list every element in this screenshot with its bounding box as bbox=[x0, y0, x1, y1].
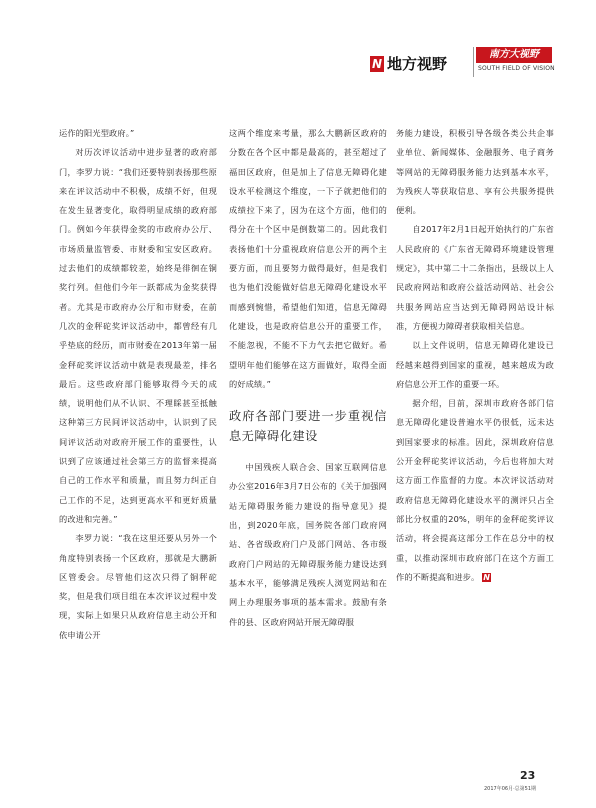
paragraph bbox=[229, 124, 387, 394]
paragraph bbox=[59, 124, 217, 143]
paragraph-text: 李罗力说：“我在这里还要从另外一个角度特别表扬一个区政府，那就是大鹏新区管委会。尽管他们这次只得了铜秤砣奖，但是我们项目组在本次评议过程中发现，实际上如果只从政府信息主动公开和依申请公开 bbox=[59, 533, 217, 640]
text-column-2 bbox=[229, 124, 387, 632]
section-title: 地方视野 bbox=[387, 55, 448, 73]
section-subtitle: SOUTH FIELD OF VISION bbox=[478, 65, 555, 72]
header-divider bbox=[473, 47, 474, 77]
text-column-3 bbox=[396, 124, 554, 587]
paragraph-text: 中国残疾人联合会、国家互联网信息办公室2016年3月7日公布的《关于加强网站无障碍服务能力建设的指导意见》提出，到2020年底，国务院各部门政府网站、各省级政府门户及部门网站、各市级政府门户网站的无障碍服务能力建设达到基本水平，能够满足残疾人浏览网站和在网上办理服务事项的基本需求。鼓励有条件的县、区政府网站开展无障碍服 bbox=[229, 462, 387, 627]
magazine-header bbox=[370, 37, 570, 81]
paragraph bbox=[59, 529, 217, 645]
paragraph-text: 据介绍，目前，深圳市政府各部门信息无障碍化建设普遍水平仍很低，远未达到国家要求的标准。因此，深圳政府信息公开金秤砣奖评议活动，今后也将加大对这方面工作监督的力度。本次评议活动对政府信息无障碍化建设水平的测评只占全部比分权重的20%，明年的金秤砣奖评议活动，将会提高这部分工作在总分中的权重，以推动深圳市政府部门在这个方面工作的不断提高和进步。 bbox=[396, 398, 554, 582]
page-number: 23 bbox=[520, 769, 536, 782]
paragraph-text: 以上文件说明，信息无障碍化建设已经越来越得到国家的重视，越来越成为政府信息公开工作的重要一环。 bbox=[396, 340, 554, 389]
issue-info: 2017年06月·总第51期 bbox=[484, 786, 537, 792]
paragraph bbox=[396, 124, 554, 220]
section-heading: 政府各部门要进一步重视信息无障碍化建设 bbox=[229, 409, 387, 444]
paragraph-text: 自2017年2月1日起开始执行的广东省人民政府的《广东省无障碍环境建设管理规定》，其中第二十二条指出，县级以上人民政府网站和政府公益活动网站、社会公共服务网站应当达到无障碍网站设计标准，方便视力障碍者获取相关信息。 bbox=[396, 224, 554, 331]
magazine-logo: 南方大视野 bbox=[476, 47, 552, 63]
paragraph bbox=[229, 458, 387, 632]
paragraph bbox=[59, 143, 217, 529]
logo-n-icon: N bbox=[371, 57, 383, 71]
paragraph-text: 对历次评议活动中进步显著的政府部门，李罗力说：“我们还要特别表扬那些原来在评议活动中不积极，成绩不好，但现在发生显著变化，取得明显成绩的政府部门。例如今年获得金奖的市政府办公厅、市场质量监管委、市财委和宝安区政府。过去他们的成绩都较差，始终是徘徊在铜奖行列。但他们今年一跃都成为金奖获得者。尤其是市政府办公厅和市财委，在前几次的金秤砣奖评议活动中，都曾经有几乎垫底的经历，而市财委在2013年第一届金秤砣奖评议活动中就是表现最差，排名最后。这些政府部门能够取得今天的成绩，说明他们从不认识、不理睬甚至抵触这种第三方民间评议活动中，认识到了民间评议活动对政府开展工作的重要性，认识到了应该通过社会第三方的监督来提高自己的工作水平和质量，而且努力纠正自己工作的不足，达到更高水平和更好质量的改进和完善。” bbox=[59, 147, 217, 524]
paragraph bbox=[396, 394, 554, 587]
paragraph-text: 务能力建设，积极引导各级各类公共企事业单位、新闻媒体、金融服务、电子商务等网站的无障碍服务能力达到基本水平，为残疾人等获取信息、享有公共服务提供便利。 bbox=[396, 128, 554, 216]
end-mark-icon: N bbox=[483, 572, 491, 582]
paragraph bbox=[396, 336, 554, 394]
text-column-1 bbox=[59, 124, 217, 645]
paragraph bbox=[396, 220, 554, 336]
paragraph-text: 这两个维度来考量，那么大鹏新区政府的分数在各个区中都是最高的，甚至超过了福田区政府，但是加上了信息无障碍化建设水平检测这个维度，一下子就把他们的成绩拉下来了，因为在这个方面，他们的得分在十个区中是倒数第二的。因此我们表扬他们十分重视政府信息公开的两个主要方面，而且要努力做得最好，但是我们也为他们没能做好信息无障碍化建设水平而感到惋惜，希望他们知道，信息无障碍化建设，也是政府信息公开的重要工作，不能忽视，不能不下力气去把它做好。希望明年他们能够在这方面做好，取得全面的好成绩。” bbox=[229, 128, 387, 389]
paragraph-text: 运作的阳光型政府。” bbox=[59, 128, 135, 138]
